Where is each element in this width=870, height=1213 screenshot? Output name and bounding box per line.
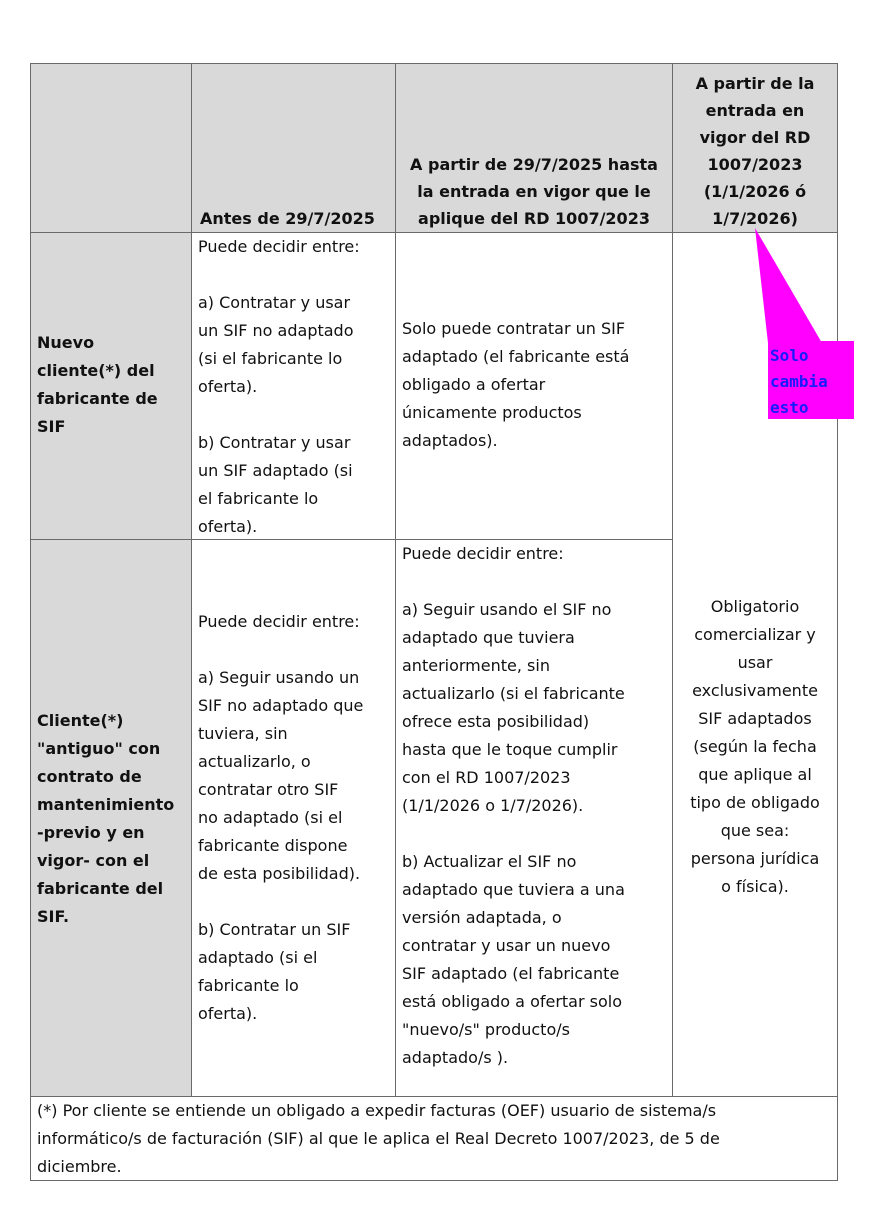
footnote-text: (*) Por cliente se entiende un obligado a expedir facturas (OEF) usuario de sistema/s informático/s de facturación (SIF) al que le aplica el Real Decreto 1007/2023, de 5 de diciembre. bbox=[37, 1101, 720, 1176]
row-label-new-client bbox=[31, 233, 191, 539]
header-transition-text: A partir de 29/7/2025 hasta la entrada en vigor que le aplique del RD 1007/2023 bbox=[410, 155, 658, 228]
cell-new-client-transition-text: Solo puede contratar un SIF adaptado (el fabricante está obligado a ofertar únicamente productos adaptados). bbox=[402, 319, 630, 450]
header-before-text: Antes de 29/7/2025 bbox=[200, 209, 375, 228]
header-empty-cell bbox=[31, 64, 191, 232]
cell-old-client-before bbox=[192, 540, 395, 1096]
row-label-new-client-text: Nuevo cliente(*) del fabricante de SIF bbox=[37, 333, 158, 436]
header-after-cell bbox=[673, 64, 837, 232]
annotation-callout bbox=[768, 341, 854, 419]
cell-new-client-transition bbox=[396, 233, 672, 539]
row-label-old-client-text: Cliente(*) "antiguo" con contrato de mantenimiento -previo y en vigor- con el fabricante del SIF. bbox=[37, 711, 175, 926]
header-before-cell bbox=[192, 64, 395, 232]
grid-line bbox=[191, 64, 192, 1096]
grid-line bbox=[395, 64, 396, 1096]
header-after-text: A partir de la entrada en vigor del RD 1007/2023 (1/1/2026 ó 1/7/2026) bbox=[695, 74, 815, 228]
row-label-old-client bbox=[31, 540, 191, 1096]
grid-line bbox=[31, 539, 672, 540]
grid-line bbox=[672, 64, 673, 1096]
cell-after-merged-text: Obligatorio comercializar y usar exclusivamente SIF adaptados (según la fecha que aplique al tipo de obligado que sea: persona jurídica o física). bbox=[690, 597, 820, 896]
grid-line bbox=[31, 1096, 837, 1097]
header-transition-cell bbox=[396, 64, 672, 232]
cell-old-client-transition-text: Puede decidir entre: a) Seguir usando el SIF no adaptado que tuviera anteriormente, sin actualizarlo (si el fabricante ofrece esta posibilidad) hasta que le toque cumplir con el RD 1007/2023 (1/1/2026 o 1/7/2026). b) Actualizar el SIF no adaptado que tuviera a una versión adaptada, o contratar y usar un nuevo SIF adaptado (el fabricante está obligado a ofertar solo "nuevo/s" producto/s adaptado/s ). bbox=[402, 544, 625, 1067]
annotation-text: Solo cambia esto bbox=[770, 346, 828, 417]
cell-old-client-transition bbox=[396, 540, 672, 1096]
cell-new-client-before bbox=[192, 233, 395, 539]
footnote-cell bbox=[31, 1097, 837, 1180]
cell-new-client-before-text: Puede decidir entre: a) Contratar y usar un SIF no adaptado (si el fabricante lo oferta). b) Contratar y usar un SIF adaptado (si el fabricante lo oferta). bbox=[198, 237, 360, 536]
comparison-table bbox=[30, 63, 838, 1181]
grid-line bbox=[31, 232, 837, 233]
cell-old-client-before-text: Puede decidir entre: a) Seguir usando un SIF no adaptado que tuviera, sin actualizarlo, o contratar otro SIF no adaptado (si el fabricante dispone de esta posibilidad). b) Contratar un SIF adaptado (si el fabricante lo oferta). bbox=[198, 612, 364, 1023]
